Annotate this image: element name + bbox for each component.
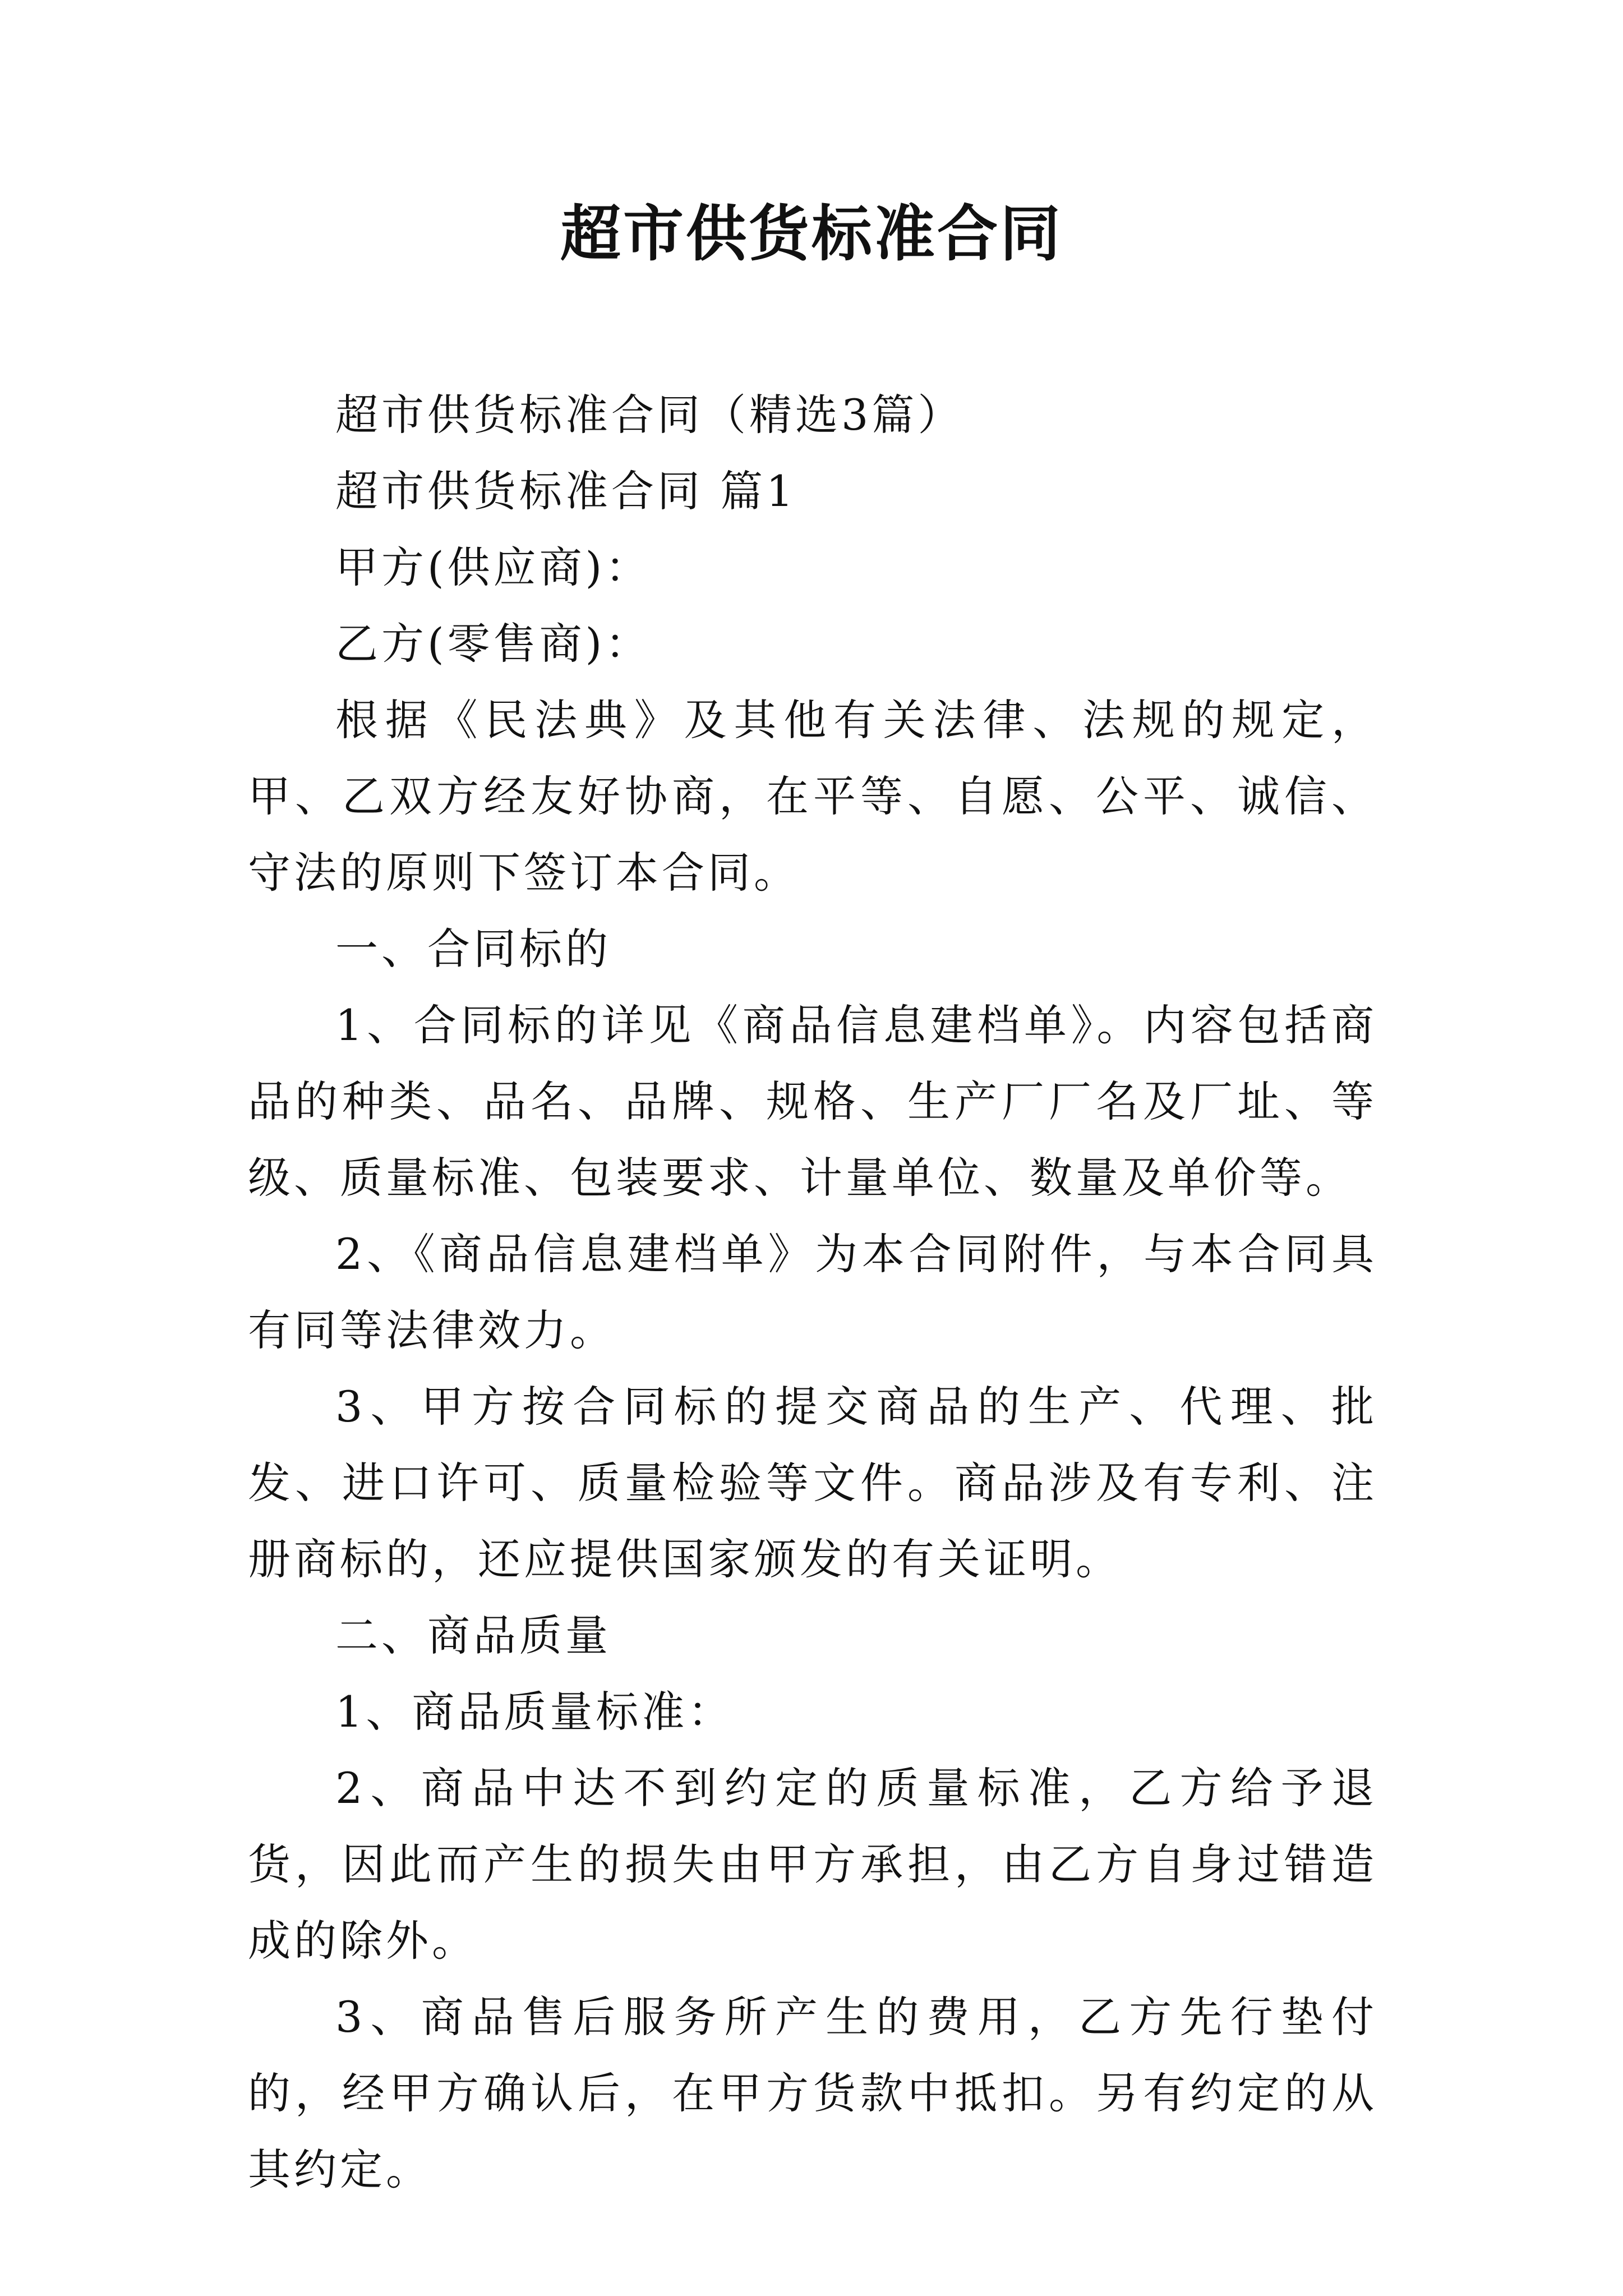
- paragraph-clause-2-2: 2、商品中达不到约定的质量标准，乙方给予退货，因此而产生的损失由甲方承担，由乙方自身过错造成的除外。: [248, 1763, 1377, 1966]
- paragraph-heading-contract-subject: 一、合同标的: [335, 924, 611, 974]
- paragraph-heading-quality: 二、商品质量: [335, 1611, 611, 1660]
- paragraph-clause-1-3: 3、甲方按合同标的提交商品的生产、代理、批发、进口许可、质量检验等文件。商品涉及有专利、注册商标的，还应提供国家颁发的有关证明。: [248, 1382, 1377, 1584]
- paragraph-clause-2-1: 1、商品质量标准：: [335, 1687, 734, 1737]
- paragraph-clause-1-2: 2、《商品信息建档单》为本合同附件，与本合同具有同等法律效力。: [248, 1229, 1377, 1355]
- document-title: 超市供货标准合同: [560, 199, 1063, 269]
- paragraph-clause-2-3: 3、商品售后服务所产生的费用，乙方先行垫付的，经甲方确认后，在甲方货款中抵扣。另有约定的从其约定。: [248, 1992, 1377, 2194]
- paragraph-party-a: 甲方(供应商)：: [335, 542, 652, 592]
- paragraph-section-heading: 超市供货标准合同 篇1: [335, 466, 797, 516]
- paragraph-clause-1-1: 1、合同标的详见《商品信息建档单》。内容包括商品的种类、品名、品牌、规格、生产厂厂名及厂址、等级、质量标准、包装要求、计量单位、数量及单价等。: [248, 1000, 1377, 1203]
- document-body: [248, 377, 1377, 2208]
- paragraph-preamble: 根据《民法典》及其他有关法律、法规的规定，甲、乙双方经友好协商，在平等、自愿、公平、诚信、守法的原则下签订本合同。: [248, 695, 1377, 898]
- paragraph-subtitle: 超市供货标准合同（精选3篇）: [335, 390, 964, 440]
- paragraph-party-b: 乙方(零售商)：: [335, 619, 652, 669]
